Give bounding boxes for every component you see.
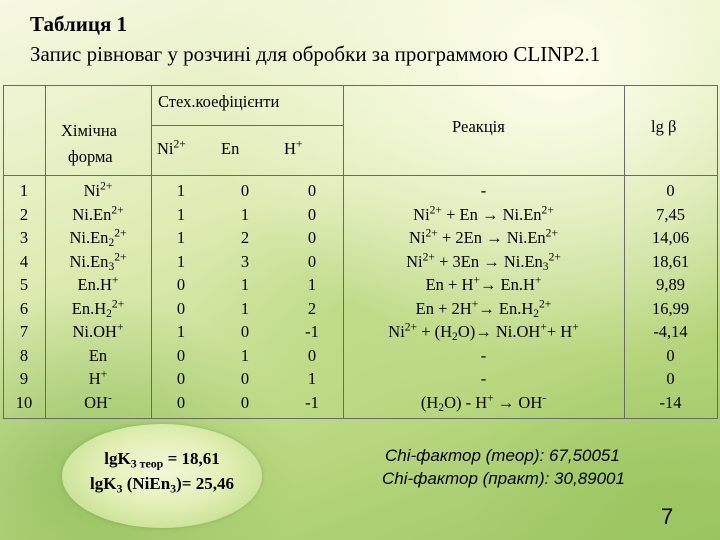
table-bottom-border — [3, 418, 718, 419]
coef-h: -1 — [305, 322, 319, 341]
chemical-form: $En.H_2^{2+}$ — [71, 298, 125, 320]
page-number: 7 — [661, 504, 674, 529]
coef-ni: 0 — [176, 392, 186, 412]
chemical-form: $Ni.En_3^{2+}$ — [69, 251, 127, 273]
coef-h: -1 — [305, 392, 319, 412]
coef-ni: 1 — [176, 322, 186, 341]
header-en: En — [221, 139, 240, 158]
coef-ni: 0 — [176, 298, 186, 318]
coef-h: 0 — [307, 181, 317, 200]
coef-ni: 0 — [176, 345, 186, 365]
row-number: 3 — [19, 228, 29, 247]
coef-ni: 1 — [176, 204, 186, 224]
lg-beta: 0 — [666, 345, 675, 365]
chi-factor-practical: Chi-фактор (практ): 30,89001 — [382, 469, 625, 488]
chemical-form: En.H+ — [77, 274, 119, 294]
coef-h: 0 — [307, 345, 317, 365]
coef-h: 0 — [307, 204, 317, 224]
reaction: $En + 2H^+\to En.H_2^{2+}$ — [415, 298, 552, 320]
coef-en: 3 — [240, 251, 250, 271]
lg-beta: 7,45 — [656, 204, 685, 224]
page-title: Таблиця 1 — [30, 12, 128, 36]
table-top-border — [3, 85, 718, 86]
row-number: 5 — [19, 275, 29, 294]
coef-ni: 1 — [176, 228, 186, 247]
lg-beta: -4,14 — [653, 322, 688, 341]
coef-h: 0 — [307, 251, 317, 271]
lg-beta: 9,89 — [656, 275, 685, 294]
reaction: $Ni^{2+} + 2En \to Ni.En^{2+}$ — [409, 227, 558, 247]
coef-h: 1 — [307, 369, 317, 388]
lg-beta: 14,06 — [651, 228, 690, 247]
coef-ni: 0 — [176, 369, 186, 388]
row-number: 7 — [19, 322, 29, 341]
coef-ni: 1 — [176, 251, 186, 271]
reaction: - — [480, 181, 487, 200]
reaction: $Ni^{2+} + En \to Ni.En^{2+}$ — [413, 204, 554, 224]
row-number: 1 — [19, 181, 29, 200]
lgk3-theoretical: lgK$_{3 теор}$ = 18,61 — [104, 449, 220, 471]
coef-h: 1 — [307, 275, 317, 294]
coef-en: 1 — [240, 204, 250, 224]
lg-beta: 18,61 — [651, 251, 690, 271]
row-number: 6 — [19, 298, 29, 318]
chemical-form: OH- — [84, 392, 112, 412]
coef-en: 1 — [240, 345, 250, 365]
reaction: $(H_2O) - H^+ \to OH^-$ — [420, 392, 547, 414]
chemical-form: Ni.OH+ — [72, 321, 124, 341]
coef-en: 2 — [240, 228, 250, 247]
lg-beta: 0 — [666, 369, 675, 388]
chemical-form: $Ni.En_2^{2+}$ — [69, 227, 127, 250]
lgk3-niEn3: lgK$_3$ (NiEn$_3$)= 25,46 — [90, 474, 234, 496]
reaction: - — [480, 369, 487, 388]
header-ni: $Ni^{2+}$ — [157, 138, 186, 158]
page-subtitle: Запис рівноваг у розчині для обробки за программою CLINP2.1 — [30, 42, 601, 66]
table-right-border — [717, 85, 718, 418]
row-number: 10 — [15, 392, 33, 412]
header-split-line — [151, 125, 343, 126]
chemical-form: En — [88, 345, 108, 365]
chi-factor-theoretical: Chi-фактор (теор): 67,50051 — [385, 446, 620, 465]
coef-en: 1 — [240, 298, 250, 318]
coef-en: 0 — [240, 322, 250, 341]
chemical-form: $Ni.En^{2+}$ — [72, 204, 124, 224]
header-coefficients: Стех.коефіцієнти — [158, 92, 280, 111]
coef-en: 1 — [240, 275, 250, 294]
coef-en: 0 — [240, 181, 250, 200]
row-number: 8 — [19, 345, 29, 365]
coef-en: 0 — [240, 392, 250, 412]
coef-en: 0 — [240, 369, 250, 388]
chemical-form: $Ni^{2+}$ — [83, 180, 113, 200]
header-h: H+ — [284, 138, 303, 158]
coef-h: 2 — [307, 298, 317, 318]
coef-ni: 0 — [176, 275, 186, 294]
header-form-line1: Хімічна — [61, 121, 117, 140]
reaction: En + H+→ En.H+ — [425, 274, 542, 294]
row-number: 9 — [19, 369, 29, 388]
coef-h: 0 — [307, 228, 317, 247]
header-reaction: Реакція — [452, 117, 505, 136]
reaction: $Ni^{2+} + 3En \to Ni.En_3^{2+}$ — [406, 251, 561, 273]
reaction: - — [480, 345, 487, 365]
header-form-line2: форма — [68, 147, 113, 166]
lg-beta: 0 — [666, 181, 675, 200]
row-number: 2 — [19, 204, 29, 224]
header-bottom-border — [3, 175, 718, 176]
lg-beta: -14 — [659, 392, 682, 412]
coef-ni: 1 — [176, 181, 186, 200]
reaction: $Ni^{2+} + (H_2O)\to Ni.OH^++ H^+$ — [388, 321, 579, 344]
row-number: 4 — [19, 251, 29, 271]
lg-beta: 16,99 — [651, 298, 690, 318]
header-lg-beta: lg β — [651, 117, 677, 136]
chemical-form: H+ — [88, 368, 108, 388]
